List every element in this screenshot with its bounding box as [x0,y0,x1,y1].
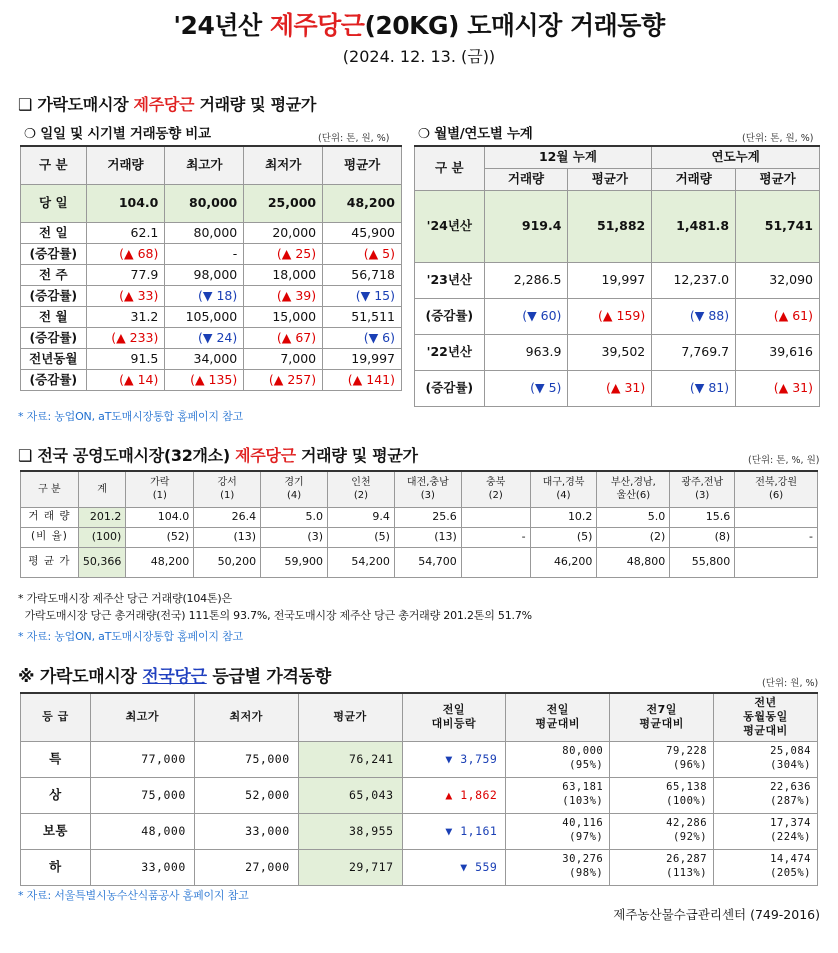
header-text: 광주,전남 [681,476,724,488]
cell-value: 1,481.8 [652,190,736,262]
cell-max: 77,000 [90,741,194,777]
header-total [78,471,126,507]
table-row [21,222,402,243]
cell-avg: 19,997 [323,348,402,369]
table-row-change [21,243,402,264]
cell-lastyear [714,849,818,885]
cell-min: 52,000 [194,777,298,813]
cell-volume: 77.9 [86,264,165,285]
w7-pct: (96%) [672,759,708,771]
header-grade [21,693,91,741]
section-bullet-icon: ❑ [18,446,33,465]
cell-value: 48,200 [126,547,194,577]
change-max: - [165,243,244,264]
change-volume: (▲ 33) [86,285,165,306]
header-text: 대비등락 [431,717,477,731]
section-bullet-icon: ❑ [18,95,33,114]
cell-max: 48,000 [90,813,194,849]
cell-volume: 91.5 [86,348,165,369]
cell-value: 55,800 [670,547,735,577]
cell-value: - [461,527,530,547]
circle-bullet-icon: ❍ [418,126,430,142]
cell-value: 104.0 [126,507,194,527]
change-value: (▲ 61) [736,298,820,334]
cell-value [461,507,530,527]
cell-prev [506,849,610,885]
cell-prev [506,741,610,777]
row-label: 당 일 [21,184,87,222]
sub1-unit: (단위: 톤, 원, %) [318,133,390,144]
table-row-change [21,285,402,306]
table-row-2024 [415,190,820,262]
sub2-text: 월별/연도별 누계 [434,126,533,142]
header-7day-avg [610,693,714,741]
row-label: '23년산 [415,262,485,298]
header-market [394,471,461,507]
table-row-today [21,184,402,222]
cell-value: 32,090 [736,262,820,298]
cell-value [735,507,818,527]
section2-prefix: 전국 공영도매시장(32개소) [37,446,236,465]
sub1-text: 일일 및 시기별 거래동향 비교 [40,126,211,142]
header-count: (1) [152,490,167,502]
ly-value: 17,374 [770,817,811,830]
header-count: (6) [769,490,784,502]
change-min: (▲ 67) [244,327,323,348]
table-row-change [21,327,402,348]
header-text: 전7일 [646,702,677,716]
header-text: 평균가 [333,710,367,724]
cell-prev [506,777,610,813]
row-label: '24년산 [415,190,485,262]
header-text: 전북,강원 [755,476,798,488]
header-market [670,471,735,507]
change-value: (▼ 5) [484,370,568,406]
header-text: 최고가 [125,710,159,724]
cell-change: ▼ 3,759 [402,741,506,777]
header-count: (4) [286,490,302,502]
cell-value: 10.2 [530,507,597,527]
header-text: 가락 [150,476,170,488]
cell-min: 18,000 [244,264,323,285]
header-text: 부산,경남, [610,476,656,488]
change-avg: (▲ 5) [323,243,402,264]
change-min: (▲ 39) [244,285,323,306]
cell-volume: 31.2 [86,306,165,327]
change-volume: (▲ 68) [86,243,165,264]
cell-value: 12,237.0 [652,262,736,298]
table-row-change [415,370,820,406]
page-title [0,6,838,42]
header-text: 경기 [284,476,304,488]
grade-label: 특 [21,741,91,777]
cell-value: 46,200 [530,547,597,577]
row-sublabel: (증감률) [415,370,485,406]
cell-value: 50,200 [194,547,261,577]
cell-value: 26.4 [194,507,261,527]
cell-value: (13) [394,527,461,547]
prev-value: 80,000 [562,745,604,758]
section2-unit: (단위: 톤, %, 원) [748,455,820,466]
change-value: (▼ 60) [484,298,568,334]
cell-change: ▼ 1,161 [402,813,506,849]
header-market [126,471,194,507]
header-text: 충북 [486,476,506,488]
header-prev-avg [506,693,610,741]
change-max: (▼ 18) [165,285,244,306]
cell-7day [610,813,714,849]
table-row-ratio [21,527,818,547]
table-row [21,741,818,777]
header-avg: 평균가 [323,146,402,184]
section1-prefix: 가락도매시장 [37,95,134,114]
cumulative-table [414,145,820,407]
table-row-price [21,547,818,577]
header-category: 구 분 [21,146,87,184]
table-row [415,262,820,298]
ly-pct: (287%) [770,795,811,807]
header-text: 등 급 [42,710,69,724]
sub2-unit: (단위: 톤, 원, %) [742,133,814,144]
section1-suffix: 거래량 및 평균가 [194,95,317,114]
change-max: (▼ 24) [165,327,244,348]
grade-label: 보통 [21,813,91,849]
grade-label: 상 [21,777,91,813]
header-avg: 평균가 [568,168,652,190]
change-volume: (▲ 14) [86,369,165,390]
row-label: (비 율) [21,527,79,547]
cell-value: 7,769.7 [652,334,736,370]
header-market [461,471,530,507]
table-row [21,813,818,849]
cell-max: 80,000 [165,222,244,243]
table-row-change [21,369,402,390]
section2-highlight: 제주당근 [235,446,296,465]
header-text: 강서 [217,476,237,488]
cell-max: 33,000 [90,849,194,885]
w7-pct: (92%) [672,831,708,843]
row-label: 거 래 량 [21,507,79,527]
ly-value: 25,084 [770,745,811,758]
ly-pct: (224%) [770,831,811,843]
daily-trade-table [20,145,402,391]
header-prev-change [402,693,506,741]
cell-avg: 48,200 [323,184,402,222]
ly-value: 22,636 [770,781,811,794]
header-category [21,471,79,507]
prev-value: 30,276 [562,853,604,866]
cell-min: 27,000 [194,849,298,885]
cell-avg: 38,955 [298,813,402,849]
row-label: 전 일 [21,222,87,243]
row-label: '22년산 [415,334,485,370]
row-label: 전 주 [21,264,87,285]
change-min: (▲ 25) [244,243,323,264]
cell-volume: 62.1 [86,222,165,243]
cell-value: (52) [126,527,194,547]
cell-value: (5) [328,527,395,547]
header-text: 전년 [754,695,777,709]
change-max: (▲ 135) [165,369,244,390]
section1-highlight: 제주당근 [133,95,195,114]
section3-suffix: 등급별 가격동향 [206,667,331,687]
cell-change: ▲ 1,862 [402,777,506,813]
cell-value: (100) [78,527,126,547]
cell-max: 80,000 [165,184,244,222]
cell-min: 33,000 [194,813,298,849]
w7-pct: (113%) [666,867,708,879]
cell-value: (8) [670,527,735,547]
cell-value: 51,741 [736,190,820,262]
cell-min: 25,000 [244,184,323,222]
header-volume: 거래량 [484,168,568,190]
source-note: * 자료: 농업ON, aT도매시장통합 홈페이지 참고 [18,410,243,423]
row-sublabel: (증감률) [21,369,87,390]
section3-heading [18,662,331,687]
cell-value: 919.4 [484,190,568,262]
prev-pct: (95%) [569,759,604,771]
table-row [21,264,402,285]
change-value: (▲ 31) [568,370,652,406]
cell-value: (5) [530,527,597,547]
cell-value: 201.2 [78,507,126,527]
row-sublabel: (증감률) [21,243,87,264]
cell-value: 19,997 [568,262,652,298]
section3-unit: (단위: 원, %) [762,678,819,689]
change-volume: (▲ 233) [86,327,165,348]
cell-value: 59,900 [261,547,328,577]
prev-pct: (103%) [562,795,604,807]
cell-avg: 51,511 [323,306,402,327]
cell-value: (13) [194,527,261,547]
cell-lastyear [714,813,818,849]
header-category: 구 분 [415,146,485,190]
header-avg: 평균가 [736,168,820,190]
row-sublabel: (증감률) [21,285,87,306]
header-count: (2) [353,490,369,502]
section2-suffix: 거래량 및 평균가 [295,446,418,465]
change-value: (▲ 159) [568,298,652,334]
header-text: 평균대비 [743,724,788,738]
cell-prev [506,813,610,849]
cell-min: 7,000 [244,348,323,369]
table-row [21,777,818,813]
w7-value: 42,286 [666,817,708,830]
header-text: 전일 [546,702,569,716]
cell-value: (2) [597,527,670,547]
change-avg: (▼ 15) [323,285,402,306]
header-market [735,471,818,507]
change-value: (▼ 88) [652,298,736,334]
source-note: * 자료: 서울특별시농수산식품공사 홈페이지 참고 [18,889,249,902]
w7-value: 26,287 [666,853,708,866]
header-group-year: 연도누계 [652,146,820,168]
footnote-line2: 가락도매시장 당근 총거래량(전국) 111톤의 93.7%, 전국도매시장 제주산 당근 총거래량 201.2톤의 51.7% [18,609,532,622]
table-row [21,348,402,369]
ly-pct: (304%) [770,759,811,771]
cell-value: 5.0 [597,507,670,527]
header-max: 최고가 [165,146,244,184]
cell-max: 34,000 [165,348,244,369]
header-lastyear-avg [714,693,818,741]
cell-value: 15.6 [670,507,735,527]
circle-bullet-icon: ❍ [24,126,36,142]
cell-volume: 104.0 [86,184,165,222]
cell-lastyear [714,741,818,777]
section3-prefix: 가락도매시장 [39,667,143,687]
title-prefix: '24년산 [173,11,270,40]
header-count: 울산(6) [616,490,651,502]
grade-price-table [20,692,818,886]
cell-value: 963.9 [484,334,568,370]
footer-contact: 제주농산물수급관리센터 (749-2016) [613,907,820,922]
header-text: 평균대비 [639,717,684,731]
header-market [261,471,328,507]
w7-value: 79,228 [666,745,708,758]
footnote-line1: * 가락도매시장 제주산 당근 거래량(104톤)은 [18,592,232,605]
section3-highlight: 전국당근 [142,667,207,687]
cell-value: 39,616 [736,334,820,370]
sub1-heading [24,122,211,142]
header-text: 계 [97,483,107,495]
change-value: (▼ 81) [652,370,736,406]
cell-max: 75,000 [90,777,194,813]
cell-7day [610,741,714,777]
header-market [530,471,597,507]
cell-value: 54,700 [394,547,461,577]
ly-value: 14,474 [770,853,811,866]
header-count: (1) [220,490,235,502]
title-suffix: (20KG) 도매시장 거래동향 [364,11,665,40]
header-min [194,693,298,741]
cell-change: ▼ 559 [402,849,506,885]
row-label: 평 균 가 [21,547,79,577]
reference-mark-icon: ※ [18,667,35,687]
cell-min: 75,000 [194,741,298,777]
w7-pct: (100%) [666,795,708,807]
sub2-heading [418,122,532,142]
header-count: (3) [695,490,710,502]
header-count: (4) [556,490,571,502]
prev-pct: (98%) [569,867,604,879]
header-count: (2) [488,490,503,502]
table-row-change [415,298,820,334]
header-text: 전일 [442,702,466,716]
change-value: (▲ 31) [736,370,820,406]
cell-value: 2,286.5 [484,262,568,298]
cell-value: 50,366 [78,547,126,577]
table-row-volume [21,507,818,527]
cell-value: (3) [261,527,328,547]
table-row [415,334,820,370]
ly-pct: (205%) [770,867,811,879]
cell-max: 98,000 [165,264,244,285]
cell-value: 25.6 [394,507,461,527]
row-label: 전 월 [21,306,87,327]
header-text: 동월동일 [743,710,788,724]
header-text: 평균대비 [535,717,581,731]
cell-avg: 76,241 [298,741,402,777]
header-volume: 거래량 [86,146,165,184]
header-min: 최저가 [244,146,323,184]
cell-value: 51,882 [568,190,652,262]
cell-7day [610,849,714,885]
header-market [194,471,261,507]
source-note: * 자료: 농업ON, aT도매시장통합 홈페이지 참고 [18,630,243,643]
cell-value: 5.0 [261,507,328,527]
cell-min: 15,000 [244,306,323,327]
cell-value: 48,800 [597,547,670,577]
cell-value: 9.4 [328,507,395,527]
grade-label: 하 [21,849,91,885]
prev-value: 63,181 [562,781,604,794]
table-row [21,306,402,327]
section2-heading [18,443,418,466]
header-avg [298,693,402,741]
section1-heading [18,92,316,115]
row-label: 전년동월 [21,348,87,369]
national-market-table [20,470,818,578]
prev-value: 40,116 [562,817,604,830]
cell-value [735,547,818,577]
header-text: 최저가 [229,710,263,724]
table-row [21,849,818,885]
header-text: 인천 [351,476,371,488]
cell-value: 39,502 [568,334,652,370]
cell-value: 54,200 [328,547,395,577]
cell-avg: 45,900 [323,222,402,243]
header-max [90,693,194,741]
change-avg: (▲ 141) [323,369,402,390]
prev-pct: (97%) [569,831,604,843]
cell-lastyear [714,777,818,813]
cell-avg: 65,043 [298,777,402,813]
cell-max: 105,000 [165,306,244,327]
row-sublabel: (증감률) [21,327,87,348]
w7-value: 65,138 [666,781,708,794]
title-highlight: 제주당근 [269,11,365,40]
cell-value [461,547,530,577]
row-sublabel: (증감률) [415,298,485,334]
header-text: 대전,충남 [406,476,449,488]
header-market [328,471,395,507]
cell-avg: 29,717 [298,849,402,885]
change-min: (▲ 257) [244,369,323,390]
cell-7day [610,777,714,813]
header-volume: 거래량 [652,168,736,190]
cell-avg: 56,718 [323,264,402,285]
header-text: 대구,경북 [542,476,585,488]
header-count: (3) [420,490,435,502]
report-date: (2024. 12. 13. (금)) [342,47,496,66]
change-avg: (▼ 6) [323,327,402,348]
header-text: 구 분 [38,483,61,495]
cell-value: - [735,527,818,547]
header-market [597,471,670,507]
cell-min: 20,000 [244,222,323,243]
header-group-month: 12월 누계 [484,146,652,168]
